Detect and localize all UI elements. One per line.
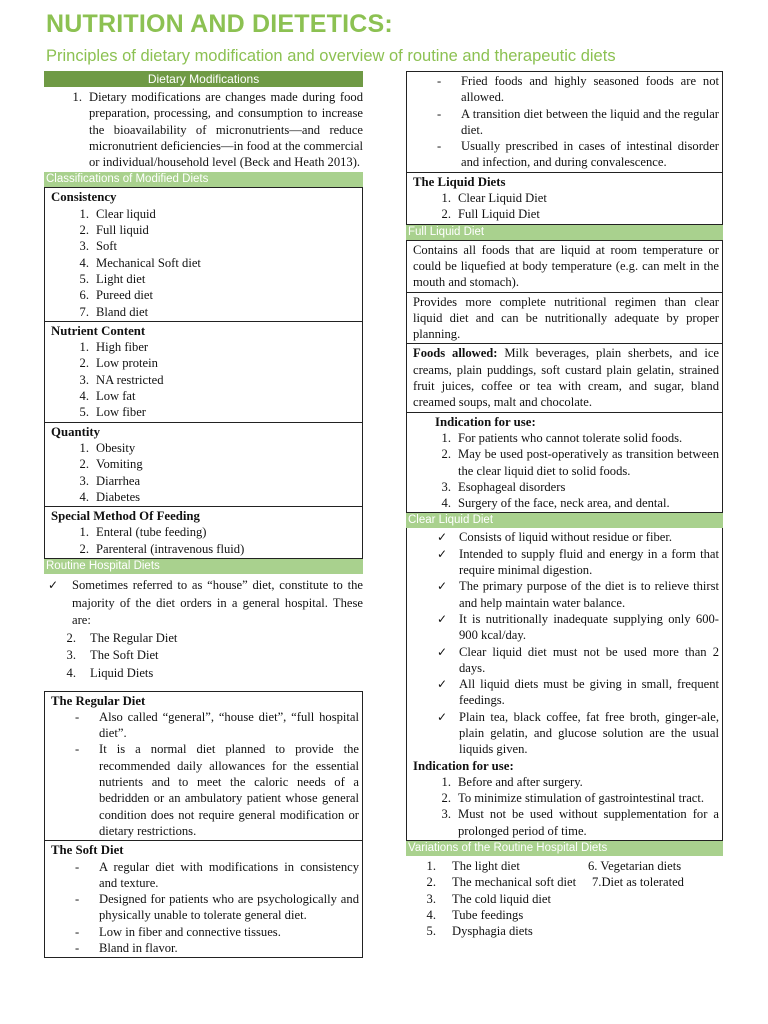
list-item: 1. For patients who cannot tolerate solid foods. (441, 430, 683, 445)
group-title: Special Method Of Feeding (51, 509, 200, 524)
list-item: ✓ Consists of liquid without residue or fiber. (437, 530, 673, 545)
right-column (406, 71, 723, 940)
box-title: The Liquid Diets (413, 174, 506, 189)
list-item: 2. Full liquid (79, 223, 149, 238)
list-item: ✓ Intended to supply fluid and energy in a form that require minimal digestion. (437, 546, 719, 578)
list-item: ✓ Clear liquid diet must not be used more than 2 days. (437, 644, 719, 675)
list-item: 2. Vomiting (79, 457, 143, 472)
box-title: The Regular Diet (51, 693, 146, 708)
check-icon: ✓ (437, 709, 448, 724)
section-heading-classifications: Classifications of Modified Diets (44, 172, 363, 187)
list-item: 4. Mechanical Soft diet (79, 255, 201, 270)
list-item: 4. Surgery of the face, neck area, and dental. (441, 496, 670, 511)
list-item: ✓ The primary purpose of the diet is to relieve thirst and help maintain water balance. (437, 579, 719, 610)
section-heading-full-liquid: Full Liquid Diet (406, 225, 723, 240)
list-item: 7. Bland diet (79, 304, 149, 319)
indication-title: Indication for use: (413, 758, 514, 773)
section-heading-clear-liquid: Clear Liquid Diet (406, 513, 723, 528)
classification-special-feeding (44, 507, 363, 559)
list-item: - A regular diet with modifications in consistency and texture. (75, 859, 359, 890)
list-item: - Bland in flavor. (75, 941, 178, 956)
left-column (44, 71, 363, 958)
list-item: 3. Must not be used without supplementation for a prolonged period of time. (441, 807, 719, 838)
check-icon: ✓ (437, 530, 448, 545)
list-item: 6. Pureed diet (79, 288, 154, 303)
list-item: 2. Low protein (79, 356, 158, 371)
regular-diet-box (44, 691, 363, 842)
variations-list (406, 856, 723, 939)
check-icon: ✓ (437, 677, 448, 692)
full-liquid-para1: Contains all foods that are liquid at room temperature or could be liquefied at body temperature (e.g. can melt in the mouth and stomach). (406, 240, 723, 293)
indication-title: Indication for use: (435, 414, 536, 429)
group-title: Nutrient Content (51, 323, 146, 338)
clear-liquid-box (406, 528, 723, 841)
list-item: 1. Obesity (79, 440, 136, 455)
list-item: 3. Diarrhea (79, 473, 141, 488)
list-item: 3. Soft (79, 239, 117, 254)
list-item: 2. To minimize stimulation of gastrointestinal tract. (441, 791, 705, 806)
list-item: - Fried foods and highly seasoned foods are not allowed. (437, 74, 719, 105)
list-item: - Also called “general”, “house diet”, “full hospital diet”. (75, 709, 359, 741)
list-item: 2. The Regular Diet (66, 630, 178, 645)
list-item: - A transition diet between the liquid and the regular diet. (437, 106, 719, 137)
section-heading-routine: Routine Hospital Diets (44, 559, 363, 574)
list-item: - Low in fiber and connective tissues. (75, 924, 281, 939)
check-icon: ✓ (437, 644, 448, 659)
list-item: - It is a normal diet planned to provide the recommended daily allowances for the essential nutrients and to meet the caloric needs of a bedridden or an ambulatory patient whose general condition does not require general modification or dietary restrictions. (75, 742, 359, 838)
list-item: 5. Low fiber (79, 405, 147, 420)
list-item: 4. Diabetes (79, 489, 141, 504)
group-title: Consistency (51, 190, 117, 205)
section-heading-variations: Variations of the Routine Hospital Diets (406, 841, 723, 856)
list-item: 5. Light diet (79, 271, 146, 286)
list-item: 2. The mechanical soft diet 7.Diet as tolerated (426, 875, 684, 890)
soft-diet-box-left (44, 841, 363, 958)
list-item: 3. NA restricted (79, 372, 164, 387)
list-item: 2. Full Liquid Diet (441, 207, 540, 222)
list-item: ✓ It is nutritionally inadequate supplying only 600-900 kcal/day. (437, 611, 719, 643)
classification-quantity (44, 423, 363, 507)
list-item: 1. Enteral (tube feeding) (79, 525, 207, 540)
list-item: - Usually prescribed in cases of intestinal disorder and infection, and during convalescence. (437, 139, 719, 170)
check-icon: ✓ (437, 579, 448, 594)
list-item: 1. High fiber (79, 340, 149, 355)
list-item: 3. Esophageal disorders (441, 479, 566, 494)
check-icon: ✓ (48, 578, 59, 593)
list-item: 2. May be used post-operatively as transition between the clear liquid diet to solid foods. (441, 447, 719, 478)
soft-diet-box-continued (406, 71, 723, 173)
list-item: 3. The Soft Diet (66, 648, 159, 663)
full-liquid-para2: Provides more complete nutritional regimen than clear liquid diet and can be nutritionally adequate by proper planning. (406, 293, 723, 345)
classification-nutrient-content (44, 322, 363, 423)
list-item: 4. Tube feedings (426, 907, 524, 922)
list-item: 1. Clear liquid (79, 206, 156, 221)
list-item: 1. The light diet 6. Vegetarian diets (426, 859, 682, 874)
list-item: 1. Clear Liquid Diet (441, 191, 547, 206)
liquid-diets-box (406, 173, 723, 225)
page-title: NUTRITION AND DIETETICS: (46, 10, 393, 38)
check-icon: ✓ (437, 546, 448, 561)
list-item: 4. Low fat (79, 389, 136, 404)
list-item: 2. Parenteral (intravenous fluid) (79, 541, 245, 556)
check-icon: ✓ (437, 611, 448, 626)
dietary-modifications-text (44, 87, 363, 172)
full-liquid-indications (406, 413, 723, 514)
classification-consistency (44, 187, 363, 321)
group-title: Quantity (51, 424, 101, 439)
list-item: 1. Dietary modifications are changes made during food preparation, processing, and consumption to increase the bioavailability of micronutrients—and reduce micronutrient deficiencies—in food at the commercial or individual/household level (Beck and Heath 2013). (72, 90, 363, 170)
page-subtitle: Principles of dietary modification and overview of routine and therapeutic diets (46, 47, 616, 65)
list-item: 3. The cold liquid diet (426, 891, 551, 906)
list-item: - Designed for patients who are psychologically and physically unable to tolerate general diet. (75, 892, 359, 923)
routine-diets-text: ✓ Sometimes referred to as “house” diet, constitute to the majority of the diet orders in a general hospital. These are: 2. The Regular Diet 3. The Soft Diet 4. Liquid Diets (44, 574, 363, 691)
list-item: 1. Before and after surgery. (441, 774, 583, 789)
list-item: ✓ Plain tea, black coffee, fat free broth, ginger-ale, plain gelatin, and glucose solution are the usual liquids given. (437, 709, 719, 757)
list-item: ✓ All liquid diets must be giving in small, frequent feedings. (437, 677, 719, 708)
section-heading-dietary-modifications: Dietary Modifications (44, 71, 363, 87)
list-item: 5. Dysphagia diets (426, 924, 533, 939)
box-title: The Soft Diet (51, 843, 124, 858)
full-liquid-foods: Foods allowed: Milk beverages, plain sherbets, and ice creams, plain puddings, soft custard plain gelatin, strained fruit juices, coffee or tea with cream, and sugar, bland creamed soups, malt and chocolate. (406, 344, 723, 412)
list-item: 4. Liquid Diets (66, 665, 154, 680)
